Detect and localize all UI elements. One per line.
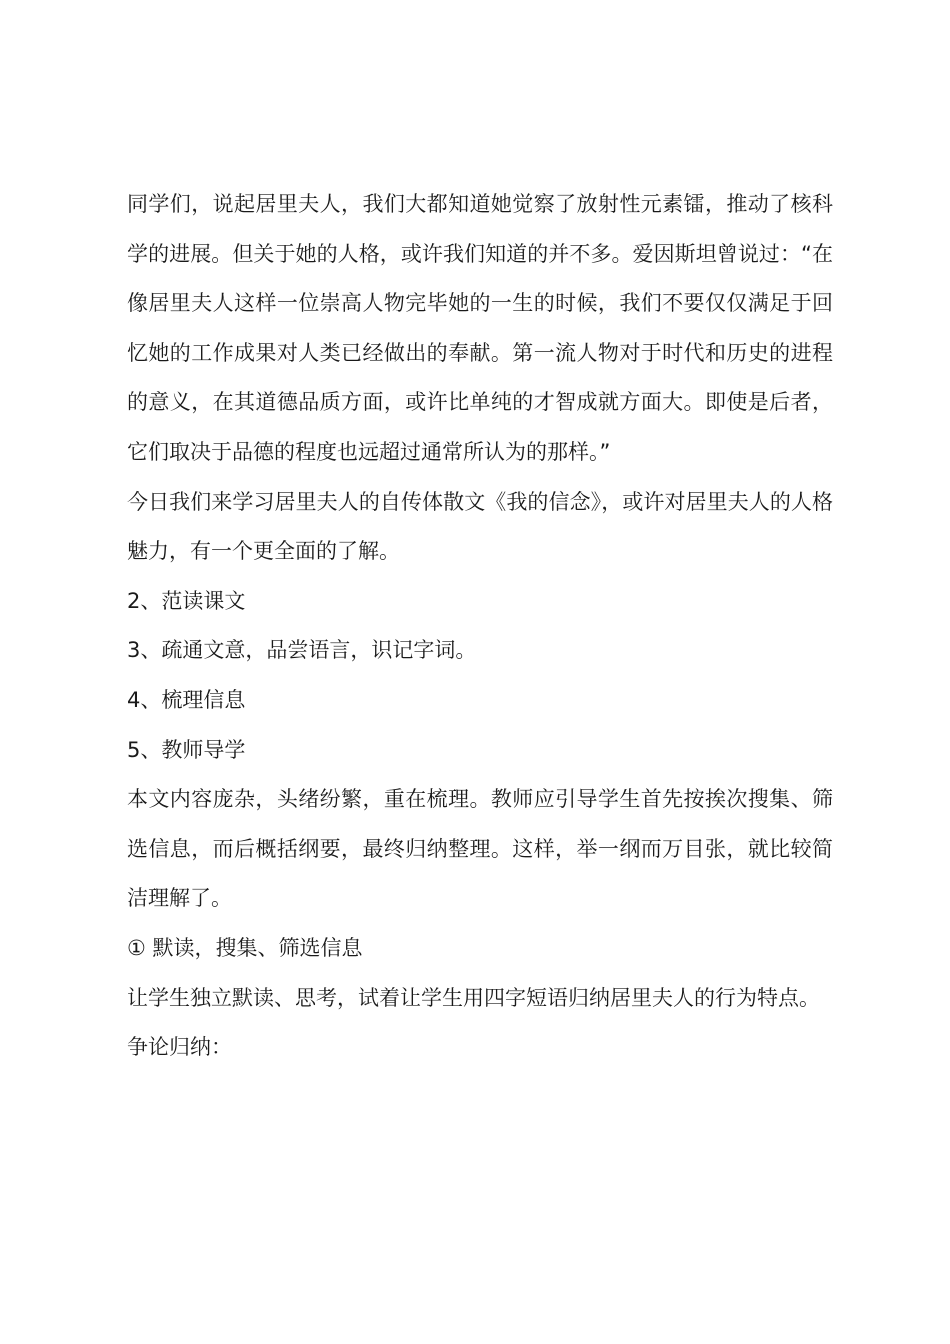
substep-1-heading: ① 默读，搜集、筛选信息	[127, 935, 363, 960]
document-body	[127, 180, 833, 1073]
intro-paragraph: 同学们，说起居里夫人，我们大都知道她觉察了放射性元素镭，推动了核科学的进展。但关于她的人格，或许我们知道的并不多。爱因斯坦曾说过：“在像居里夫人这样一位崇高人物完毕她的一生的时候，我们不要仅仅满足于回忆她的工作成果对人类已经做出的奉献。第一流人物对于时代和历史的进程的意义，在其道德品质方面，或许比单纯的才智成就方面大。即使是后者，它们取决于品德的程度也远超过通常所认为的那样。”	[127, 192, 833, 464]
step-4-heading: 4、梳理信息	[127, 687, 246, 712]
guidance-paragraph: 本文内容庞杂，头绪纷繁，重在梳理。教师应引导学生首先按挨次搜集、筛选信息，而后概括纲要，最终归纳整理。这样，举一纲而万目张，就比较简洁理解了。	[127, 787, 833, 911]
discussion-label: 争论归纳：	[127, 1035, 232, 1060]
task-paragraph: 让学生独立默读、思考，试着让学生用四字短语归纳居里夫人的行为特点。	[127, 985, 820, 1010]
step-3-heading: 3、疏通文意，品尝语言，识记字词。	[127, 638, 477, 663]
lesson-intro-paragraph: 今日我们来学习居里夫人的自传体散文《我的信念》，或许对居里夫人的人格魅力，有一个更全面的了解。	[127, 489, 833, 564]
step-5-heading: 5、教师导学	[127, 737, 246, 762]
step-2-heading: 2、范读课文	[127, 588, 246, 613]
